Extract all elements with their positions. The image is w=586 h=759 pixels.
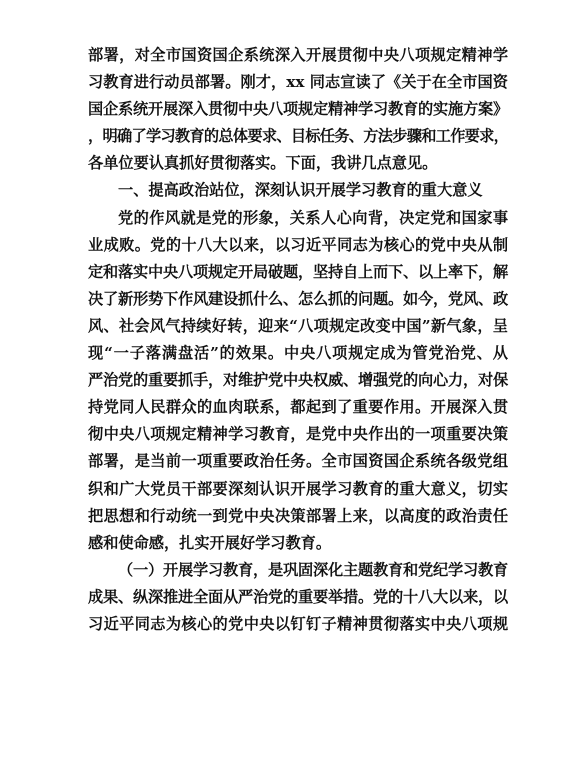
- body-line: 国企系统开展深入贯彻中央八项规定精神学习教育的实施方案》: [88, 100, 508, 119]
- body-line: 习教育进行动员部署。刚才，xx 同志宣读了《关于在全市国资: [88, 73, 508, 92]
- section-heading: 一、提高政治站位，深刻认识开展学习教育的重大意义: [118, 181, 483, 200]
- paragraph-first-line: 党的作风就是党的形象，关系人心向背，决定党和国家事: [118, 208, 508, 227]
- body-line: 感和使命感，扎实开展好学习教育。: [88, 533, 331, 552]
- body-line: 成果、纵深推进全面从严治党的重要举措。党的十八大以来，以: [88, 587, 508, 606]
- body-line: ，明确了学习教育的总体要求、目标任务、方法步骤和工作要求，: [88, 127, 509, 146]
- body-line: 彻中央八项规定精神学习教育，是党中央作出的一项重要决策: [88, 425, 508, 444]
- body-line: 把思想和行动统一到党中央决策部署上来，以高度的政治责任: [88, 506, 508, 525]
- body-line: 定和落实中央八项规定开局破题，坚持自上而下、以上率下，解: [88, 262, 508, 281]
- document-body: [88, 42, 508, 638]
- body-line: 部署，是当前一项重要政治任务。全市国资国企系统各级党组: [88, 452, 508, 471]
- body-line: 各单位要认真抓好贯彻落实。下面，我讲几点意见。: [88, 154, 438, 173]
- body-line: 业成败。党的十八大以来，以习近平同志为核心的党中央从制: [88, 235, 508, 254]
- body-line: 持党同人民群众的血肉联系，都起到了重要作用。开展深入贯: [88, 398, 508, 417]
- body-line: 习近平同志为核心的党中央以钉钉子精神贯彻落实中央八项规: [88, 614, 508, 633]
- body-line: 织和广大党员干部要深刻认识开展学习教育的重大意义，切实: [88, 479, 508, 498]
- body-line: 严治党的重要抓手，对维护党中央权威、增强党的向心力，对保: [88, 371, 508, 390]
- body-line: 决了新形势下作风建设抓什么、怎么抓的问题。如今，党风、政: [88, 289, 508, 308]
- body-line: 风、社会风气持续好转，迎来“八项规定改变中国”新气象，呈: [88, 316, 508, 335]
- body-line: 现“一子落满盘活”的效果。中央八项规定成为管党治党、从: [88, 344, 508, 363]
- body-line: 部署，对全市国资国企系统深入开展贯彻中央八项规定精神学: [88, 46, 508, 64]
- subsection-first-line: （一）开展学习教育，是巩固深化主题教育和党纪学习教育: [118, 560, 508, 579]
